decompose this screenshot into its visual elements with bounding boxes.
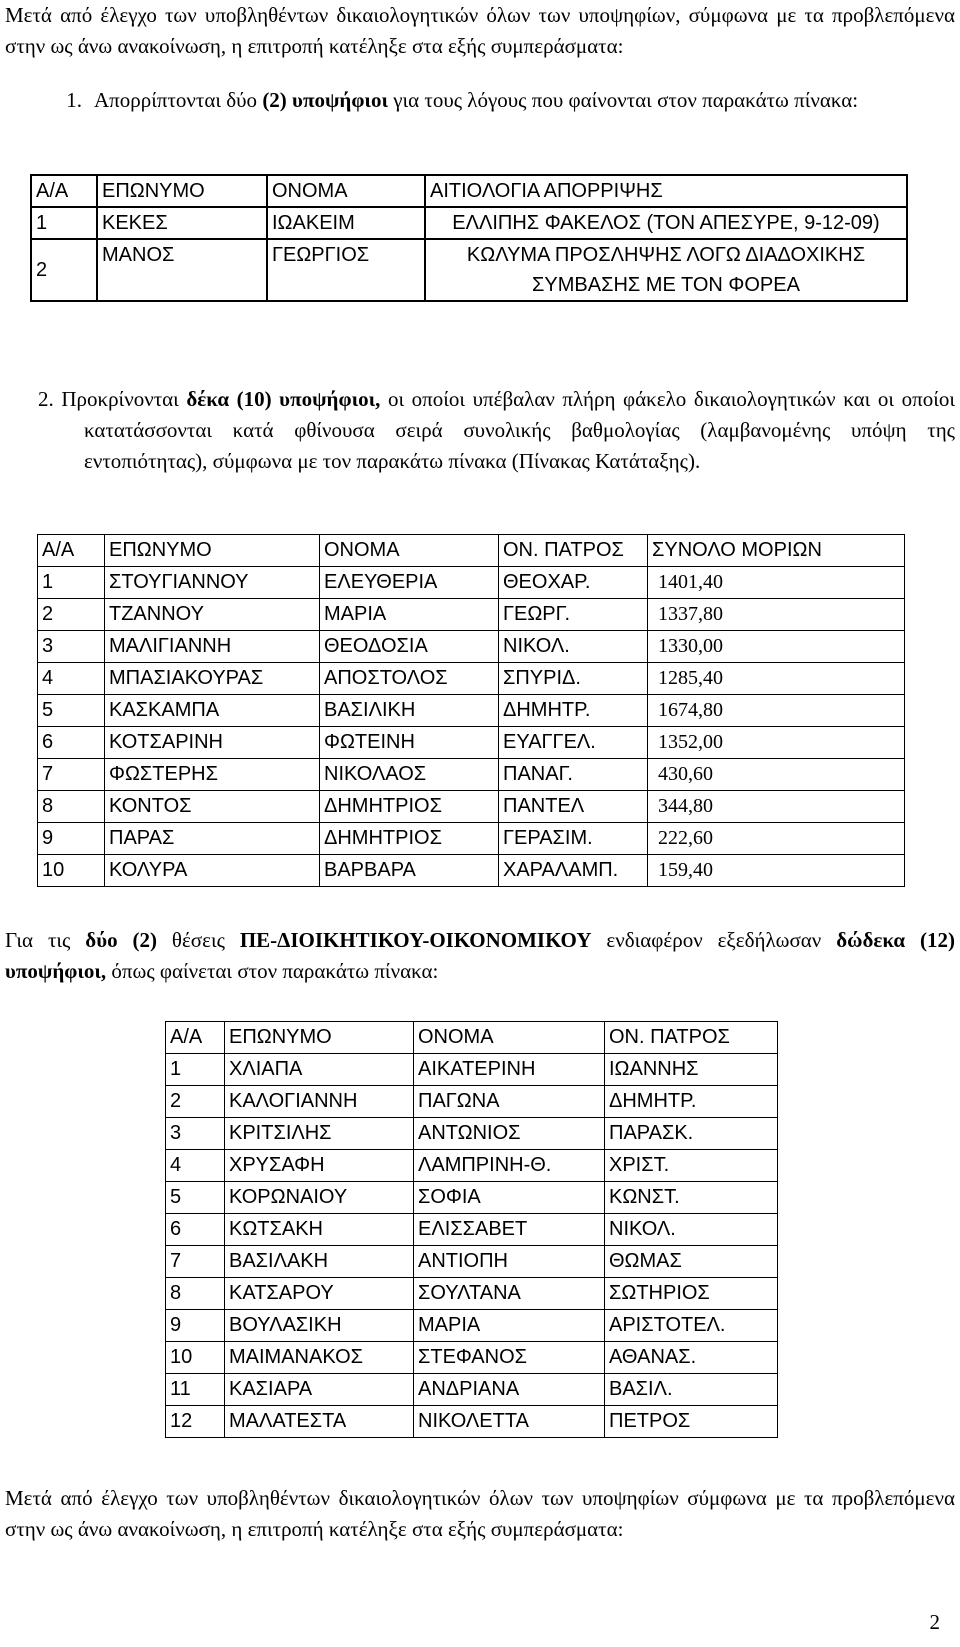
table-row bbox=[166, 1342, 778, 1374]
table-cell: ΘΩΜΑΣ bbox=[605, 1246, 778, 1278]
table-cell: 12 bbox=[166, 1406, 225, 1438]
header-cell: Α/Α bbox=[38, 535, 105, 567]
table-cell: ΜΑΡΙΑ bbox=[414, 1310, 605, 1342]
table-cell: ΓΕΩΡΓΙΟΣ bbox=[267, 239, 425, 301]
table-row bbox=[166, 1086, 778, 1118]
table-cell: ΧΡΥΣΑΦΗ bbox=[225, 1150, 414, 1182]
table-cell: 222,60 bbox=[648, 823, 905, 855]
table-header-row bbox=[166, 1022, 778, 1054]
table-cell: ΚΑΣΙΑΡΑ bbox=[225, 1374, 414, 1406]
table-row bbox=[166, 1214, 778, 1246]
table-cell: ΛΑΜΠΡΙΝΗ-Θ. bbox=[414, 1150, 605, 1182]
table-cell: ΚΩΝΣΤ. bbox=[605, 1182, 778, 1214]
header-cell: Α/Α bbox=[31, 175, 97, 207]
table-cell: ΜΑΡΙΑ bbox=[320, 599, 499, 631]
table-cell: ΚΟΝΤΟΣ bbox=[105, 791, 320, 823]
table-cell: ΔΗΜΗΤΡ. bbox=[499, 695, 648, 727]
table-cell: 344,80 bbox=[648, 791, 905, 823]
table-row bbox=[38, 631, 905, 663]
table-cell: ΙΩΑΚΕΙΜ bbox=[267, 207, 425, 239]
table-cell: ΑΝΤΩΝΙΟΣ bbox=[414, 1118, 605, 1150]
table-row bbox=[31, 207, 907, 239]
table-cell: ΚΑΤΣΑΡΟΥ bbox=[225, 1278, 414, 1310]
table-cell: ΚΩΛΥΜΑ ΠΡΟΣΛΗΨΗΣ ΛΟΓΩ ΔΙΑΔΟΧΙΚΗΣ ΣΥΜΒΑΣΗΣ ΜΕ ΤΟΝ ΦΟΡΕΑ bbox=[425, 239, 907, 301]
table-cell: 1 bbox=[31, 207, 97, 239]
table-cell: ΠΕΤΡΟΣ bbox=[605, 1406, 778, 1438]
item-1-paragraph bbox=[38, 85, 955, 116]
table-cell: 1674,80 bbox=[648, 695, 905, 727]
table-cell: ΣΠΥΡΙΔ. bbox=[499, 663, 648, 695]
table-cell: ΚΕΚΕΣ bbox=[97, 207, 267, 239]
table-cell: ΣΩΤΗΡΙΟΣ bbox=[605, 1278, 778, 1310]
pe-text-bold-position: ΠΕ-ΔΙΟΙΚΗΤΙΚΟΥ-ΟΙΚΟΝΟΜΙΚΟΥ bbox=[239, 928, 592, 952]
table-cell: ΒΑΣΙΛ. bbox=[605, 1374, 778, 1406]
table-cell: ΤΖΑΝΝΟΥ bbox=[105, 599, 320, 631]
table-cell: ΘΕΟΧΑΡ. bbox=[499, 567, 648, 599]
table-row bbox=[38, 727, 905, 759]
table-cell: ΘΕΟΔΟΣΙΑ bbox=[320, 631, 499, 663]
table-cell: 6 bbox=[38, 727, 105, 759]
table-row bbox=[38, 759, 905, 791]
table-cell: ΠΑΡΑΣ bbox=[105, 823, 320, 855]
item-2-paragraph bbox=[38, 384, 956, 477]
table-cell: ΦΩΤΕΙΝΗ bbox=[320, 727, 499, 759]
table-cell: ΒΑΣΙΛΑΚΗ bbox=[225, 1246, 414, 1278]
table-cell: ΝΙΚΟΛ. bbox=[605, 1214, 778, 1246]
pe-text-bold-candidates: δώδεκα (12) υποψήφιοι, bbox=[5, 928, 956, 983]
closing-paragraph: Μετά από έλεγχο των υποβληθέντων δικαιολογητικών όλων των υποψηφίων σύμφωνα με τα προβλεπόμενα στην ως άνω ανακοίνωση, η επιτροπή κατέληξε στα εξής συμπεράσματα: bbox=[5, 1486, 955, 1541]
table-cell: ΚΟΡΩΝΑΙΟΥ bbox=[225, 1182, 414, 1214]
table-row bbox=[38, 663, 905, 695]
table-row bbox=[38, 823, 905, 855]
table-cell: ΕΥΑΓΓΕΛ. bbox=[499, 727, 648, 759]
table-cell: ΕΛΙΣΣΑΒΕΤ bbox=[414, 1214, 605, 1246]
table-cell: ΔΗΜΗΤΡΙΟΣ bbox=[320, 791, 499, 823]
table-row bbox=[166, 1150, 778, 1182]
item-1-number: 1. bbox=[66, 88, 82, 112]
table-row bbox=[38, 791, 905, 823]
pe-text-e: ενδιαφέρον εξεδήλωσαν bbox=[606, 928, 822, 952]
table-cell: ΚΩΤΣΑΚΗ bbox=[225, 1214, 414, 1246]
table-cell: ΑΡΙΣΤΟΤΕΛ. bbox=[605, 1310, 778, 1342]
table-cell: ΚΑΣΚΑΜΠΑ bbox=[105, 695, 320, 727]
pe-paragraph bbox=[5, 925, 955, 987]
table-header-row bbox=[31, 175, 907, 207]
table-cell: ΣΤΟΥΓΙΑΝΝΟΥ bbox=[105, 567, 320, 599]
header-cell: ΕΠΩΝΥΜΟ bbox=[105, 535, 320, 567]
table-cell: ΦΩΣΤΕΡΗΣ bbox=[105, 759, 320, 791]
item-2-text-bold: δέκα (10) υποψήφιοι, bbox=[186, 387, 381, 411]
pe-text-g: όπως φαίνεται στον παρακάτω πίνακα: bbox=[111, 959, 439, 983]
ranking-table bbox=[37, 534, 905, 887]
table-row bbox=[31, 239, 907, 301]
table-cell: ΜΑΛΙΓΙΑΝΝΗ bbox=[105, 631, 320, 663]
pe-candidates-table bbox=[165, 1021, 778, 1438]
header-cell: ΟΝ. ΠΑΤΡΟΣ bbox=[605, 1022, 778, 1054]
table-cell: ΠΑΝΤΕΛ bbox=[499, 791, 648, 823]
table-cell: ΜΑΙΜΑΝΑΚΟΣ bbox=[225, 1342, 414, 1374]
table-cell: ΒΑΣΙΛΙΚΗ bbox=[320, 695, 499, 727]
table-cell: 11 bbox=[166, 1374, 225, 1406]
intro-paragraph: Μετά από έλεγχο των υποβληθέντων δικαιολογητικών όλων των υποψηφίων, σύμφωνα με τα προβλεπόμενα στην ως άνω ανακοίνωση, η επιτροπή κατέληξε στα εξής συμπεράσματα: bbox=[5, 3, 955, 58]
page-number: 2 bbox=[929, 1610, 940, 1634]
table-cell: 6 bbox=[166, 1214, 225, 1246]
table-cell: 8 bbox=[38, 791, 105, 823]
table-cell: ΑΘΑΝΑΣ. bbox=[605, 1342, 778, 1374]
table-cell: 1 bbox=[38, 567, 105, 599]
table-cell: ΕΛΕΥΘΕΡΙΑ bbox=[320, 567, 499, 599]
table-cell: ΣΤΕΦΑΝΟΣ bbox=[414, 1342, 605, 1374]
table-cell: 9 bbox=[38, 823, 105, 855]
table-row bbox=[166, 1054, 778, 1086]
table-cell: ΚΡΙΤΣΙΛΗΣ bbox=[225, 1118, 414, 1150]
table-cell: ΠΑΡΑΣΚ. bbox=[605, 1118, 778, 1150]
table-cell: ΚΑΛΟΓΙΑΝΝΗ bbox=[225, 1086, 414, 1118]
table-cell: ΒΟΥΛΑΣΙΚΗ bbox=[225, 1310, 414, 1342]
table-cell: ΣΟΥΛΤΑΝΑ bbox=[414, 1278, 605, 1310]
header-cell: ΕΠΩΝΥΜΟ bbox=[97, 175, 267, 207]
table-cell: 10 bbox=[38, 855, 105, 887]
item-2-text-a: Προκρίνονται bbox=[61, 387, 179, 411]
table-row bbox=[166, 1278, 778, 1310]
table-cell: 8 bbox=[166, 1278, 225, 1310]
table-cell: 3 bbox=[166, 1118, 225, 1150]
table-header-row bbox=[38, 535, 905, 567]
header-cell: ΟΝΟΜΑ bbox=[320, 535, 499, 567]
table-cell: 9 bbox=[166, 1310, 225, 1342]
header-cell: ΕΠΩΝΥΜΟ bbox=[225, 1022, 414, 1054]
table-cell: 5 bbox=[38, 695, 105, 727]
table-cell: ΑΠΟΣΤΟΛΟΣ bbox=[320, 663, 499, 695]
table-cell: 10 bbox=[166, 1342, 225, 1374]
table-cell: ΝΙΚΟΛΑΟΣ bbox=[320, 759, 499, 791]
item-2-text-c: οι οποίοι υπέβαλαν πλήρη φάκελο δικαιολογητικών και οι οποίοι κατατάσσονται κατά φθίνουσα σειρά συνολικής βαθμολογίας (λαμβανομένης υπόψη της εντοπιότητας), σύμφωνα με τον παρακάτω πίνακα (Πίνακας Κατάταξης). bbox=[84, 387, 956, 473]
table-cell: ΠΑΓΩΝΑ bbox=[414, 1086, 605, 1118]
table-cell: ΒΑΡΒΑΡΑ bbox=[320, 855, 499, 887]
table-row bbox=[166, 1310, 778, 1342]
table-cell: ΚΟΤΣΑΡΙΝΗ bbox=[105, 727, 320, 759]
table-cell: 2 bbox=[166, 1086, 225, 1118]
table-cell: 2 bbox=[31, 239, 97, 301]
table-cell: ΓΕΡΑΣΙΜ. bbox=[499, 823, 648, 855]
table-row bbox=[38, 855, 905, 887]
header-cell: ΑΙΤΙΟΛΟΓΙΑ ΑΠΟΡΡΙΨΗΣ bbox=[425, 175, 907, 207]
table-cell: ΕΛΛΙΠΗΣ ΦΑΚΕΛΟΣ (ΤΟΝ ΑΠΕΣΥΡΕ, 9-12-09) bbox=[425, 207, 907, 239]
table-cell: ΜΑΛΑΤΕΣΤΑ bbox=[225, 1406, 414, 1438]
table-cell: 1 bbox=[166, 1054, 225, 1086]
item-1-text-a: Απορρίπτονται δύο bbox=[94, 88, 258, 112]
table-row bbox=[166, 1118, 778, 1150]
table-cell: 1285,40 bbox=[648, 663, 905, 695]
table-cell: ΝΙΚΟΛ. bbox=[499, 631, 648, 663]
table-cell: ΜΑΝΟΣ bbox=[97, 239, 267, 301]
table-cell: 3 bbox=[38, 631, 105, 663]
table-cell: 1352,00 bbox=[648, 727, 905, 759]
table-cell: ΓΕΩΡΓ. bbox=[499, 599, 648, 631]
table-cell: 430,60 bbox=[648, 759, 905, 791]
rejected-candidates-table bbox=[30, 174, 908, 302]
item-1-text-c: για τους λόγους που φαίνονται στον παρακάτω πίνακα: bbox=[393, 88, 859, 112]
table-cell: ΧΛΙΑΠΑ bbox=[225, 1054, 414, 1086]
table-cell: 4 bbox=[166, 1150, 225, 1182]
item-1-text-bold: (2) υποψήφιοι bbox=[262, 88, 388, 112]
header-cell: ΣΥΝΟΛΟ ΜΟΡΙΩΝ bbox=[648, 535, 905, 567]
table-cell: ΣΟΦΙΑ bbox=[414, 1182, 605, 1214]
table-row bbox=[38, 695, 905, 727]
table-row bbox=[38, 567, 905, 599]
table-row bbox=[38, 599, 905, 631]
table-cell: ΧΑΡΑΛΑΜΠ. bbox=[499, 855, 648, 887]
table-cell: 7 bbox=[38, 759, 105, 791]
table-cell: ΚΟΛΥΡΑ bbox=[105, 855, 320, 887]
table-cell: ΝΙΚΟΛΕΤΤΑ bbox=[414, 1406, 605, 1438]
table-row bbox=[166, 1406, 778, 1438]
table-cell: 4 bbox=[38, 663, 105, 695]
table-cell: 159,40 bbox=[648, 855, 905, 887]
table-cell: 1337,80 bbox=[648, 599, 905, 631]
table-row bbox=[166, 1374, 778, 1406]
header-cell: ΟΝΟΜΑ bbox=[414, 1022, 605, 1054]
table-cell: 1330,00 bbox=[648, 631, 905, 663]
pe-text-c: θέσεις bbox=[171, 928, 225, 952]
table-cell: 5 bbox=[166, 1182, 225, 1214]
table-cell: ΠΑΝΑΓ. bbox=[499, 759, 648, 791]
table-cell: ΑΙΚΑΤΕΡΙΝΗ bbox=[414, 1054, 605, 1086]
table-cell: 1401,40 bbox=[648, 567, 905, 599]
table-row bbox=[166, 1246, 778, 1278]
table-cell: 2 bbox=[38, 599, 105, 631]
pe-text-a: Για τις bbox=[5, 928, 71, 952]
table-cell: ΜΠΑΣΙΑΚΟΥΡΑΣ bbox=[105, 663, 320, 695]
table-cell: ΙΩΑΝΝΗΣ bbox=[605, 1054, 778, 1086]
header-cell: Α/Α bbox=[166, 1022, 225, 1054]
table-cell: ΑΝΔΡΙΑΝΑ bbox=[414, 1374, 605, 1406]
table-cell: ΑΝΤΙΟΠΗ bbox=[414, 1246, 605, 1278]
table-cell: ΔΗΜΗΤΡ. bbox=[605, 1086, 778, 1118]
table-cell: 7 bbox=[166, 1246, 225, 1278]
table-row bbox=[166, 1182, 778, 1214]
item-2-number: 2. bbox=[38, 387, 54, 411]
table-cell: ΔΗΜΗΤΡΙΟΣ bbox=[320, 823, 499, 855]
pe-text-bold-count: δύο (2) bbox=[85, 928, 157, 952]
header-cell: ΟΝ. ΠΑΤΡΟΣ bbox=[499, 535, 648, 567]
table-cell: ΧΡΙΣΤ. bbox=[605, 1150, 778, 1182]
header-cell: ΟΝΟΜΑ bbox=[267, 175, 425, 207]
